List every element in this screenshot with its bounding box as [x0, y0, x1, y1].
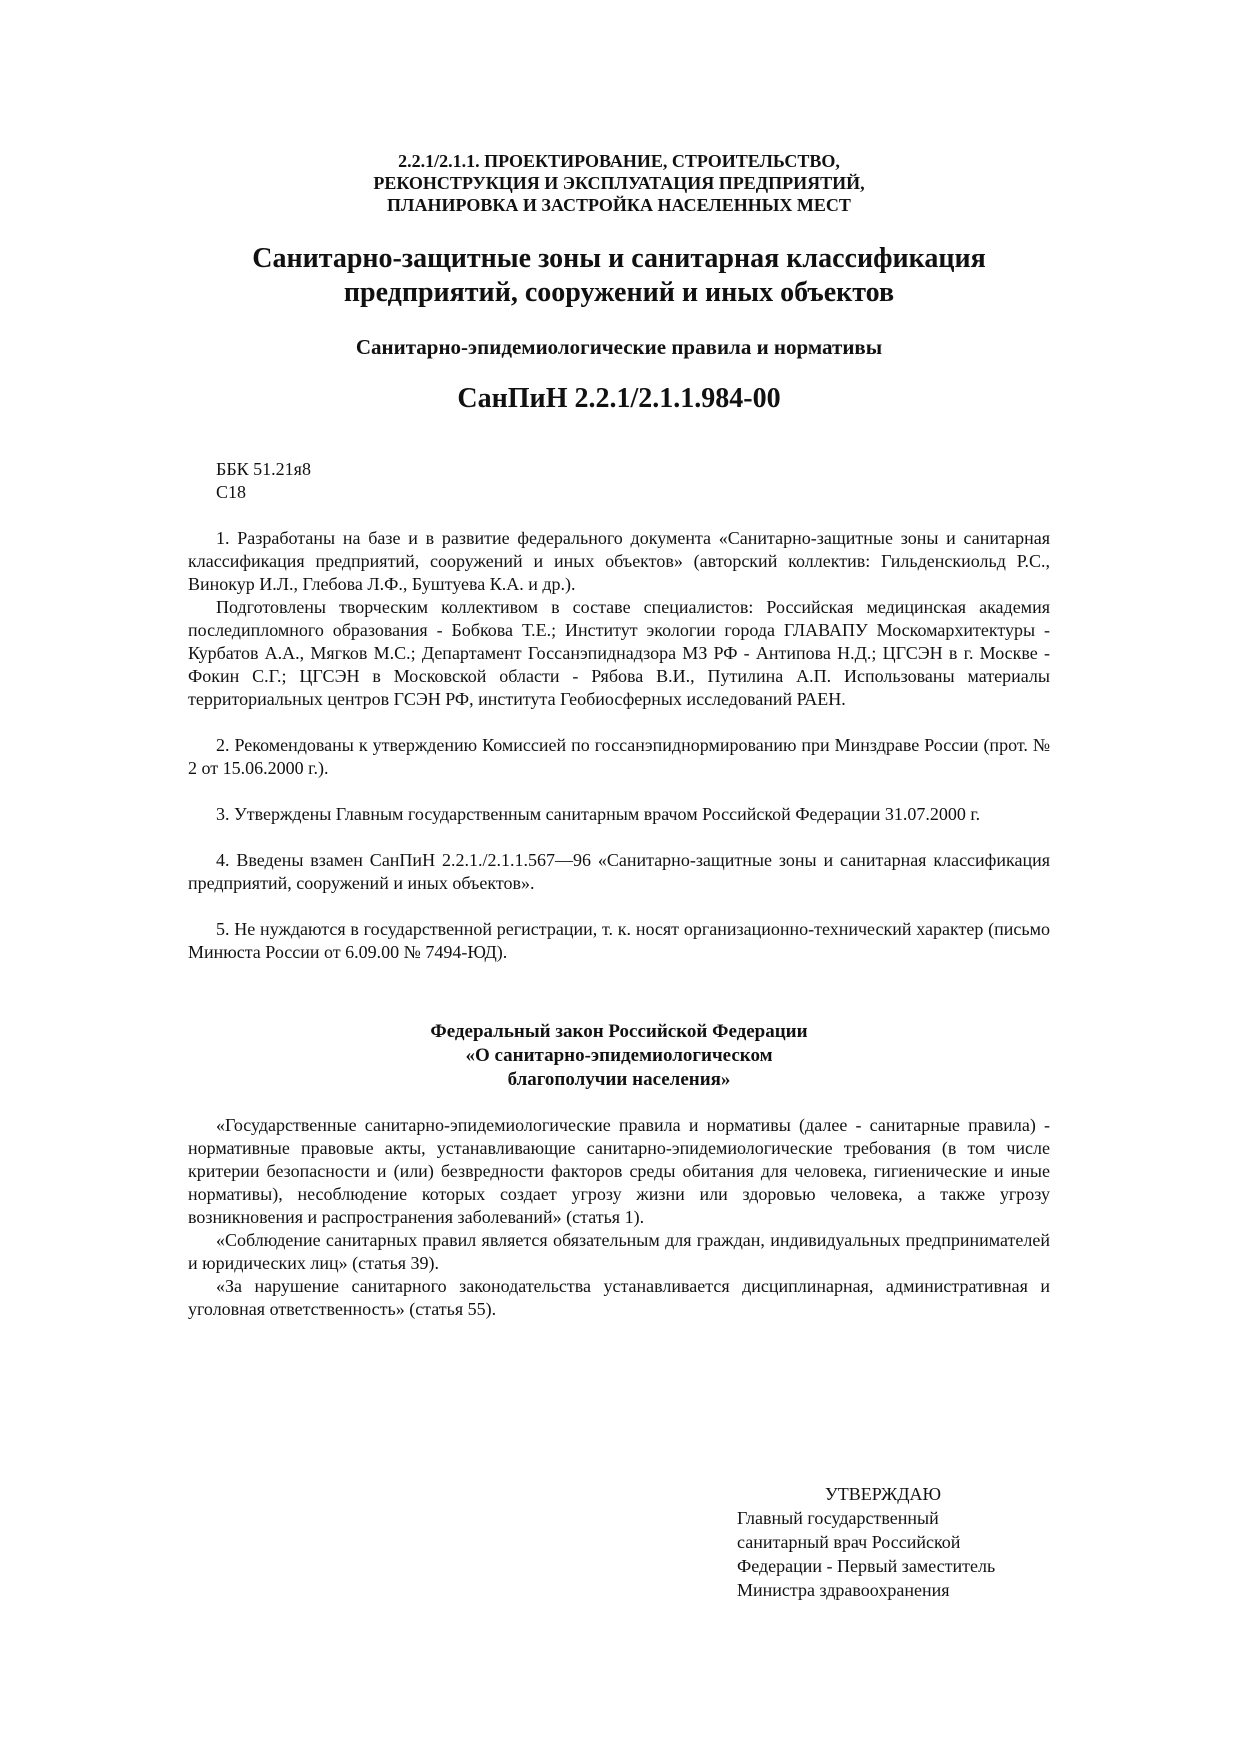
approval-line: Главный государственный	[737, 1508, 939, 1528]
section-heading-line: РЕКОНСТРУКЦИЯ И ЭКСПЛУАТАЦИЯ ПРЕДПРИЯТИЙ,	[373, 173, 865, 193]
law-quote: «За нарушение санитарного законодательства устанавливается дисциплинарная, административная и уголовная ответственность» (статья 55).	[188, 1276, 1050, 1319]
title-line: Санитарно-защитные зоны и санитарная классификация	[252, 243, 986, 274]
law-title-line: «О санитарно-эпидемиологическом	[465, 1045, 773, 1066]
law-quotes	[188, 1114, 1050, 1321]
section-heading	[188, 150, 1050, 216]
law-quote: «Государственные санитарно-эпидемиологические правила и нормативы (далее - санитарные правила) - нормативные правовые акты, устанавливающие санитарно-эпидемиологические требования (в том числе критерии безопасности и (или) безвредности факторов среды обитания для человека, гигиенические и иные нормативы), несоблюдение которых создает угрозу жизни или здоровью человека, а также угрозу возникновения и распространения заболеваний» (статья 1).	[188, 1115, 1050, 1227]
document-title	[188, 242, 1050, 310]
paragraph-2: 2. Рекомендованы к утверждению Комиссией по госсанэпиднормированию при Минздраве России (прот. № 2 от 15.06.2000 г.).	[188, 735, 1050, 778]
section-heading-line: ПЛАНИРОВКА И ЗАСТРОЙКА НАСЕЛЕННЫХ МЕСТ	[387, 195, 851, 215]
law-title-line: благополучии населения»	[507, 1069, 731, 1090]
federal-law-heading	[188, 1020, 1050, 1092]
approval-line: Министра здравоохранения	[737, 1580, 950, 1600]
document-code: СанПиН 2.2.1/2.1.1.984-00	[457, 383, 781, 414]
bbk-block	[216, 458, 1050, 504]
section-heading-line: 2.2.1/2.1.1. ПРОЕКТИРОВАНИЕ, СТРОИТЕЛЬСТВО,	[398, 151, 840, 171]
approval-line: санитарный врач Российской	[737, 1532, 961, 1552]
title-line: предприятий, сооружений и иных объектов	[343, 277, 895, 308]
paragraph-4: 4. Введены взамен СанПиН 2.2.1./2.1.1.567—96 «Санитарно-защитные зоны и санитарная классификация предприятий, сооружений и иных объектов».	[188, 850, 1050, 893]
approval-heading: УТВЕРЖДАЮ	[825, 1484, 942, 1504]
paragraph-1-authors: Подготовлены творческим коллективом в составе специалистов: Российская медицинская академия последипломного образования - Бобкова Т.Е.; Институт экологии города ГЛАВАПУ Москомархитектуры - Курбатов А.А., Мягков М.С.; Департамент Госсанэпиднадзора МЗ РФ - Антипова Н.Д.; ЦГСЭН в г. Москве - Фокин С.Г.; ЦГСЭН в Московской области - Рябова В.И., Путилина А.П. Использованы материалы территориальных центров ГСЭН РФ, института Геобиосферных исследований РАЕН.	[188, 597, 1050, 709]
paragraph-5: 5. Не нуждаются в государственной регистрации, т. к. носят организационно-технический характер (письмо Минюста России от 6.09.00 № 7494-ЮД).	[188, 919, 1050, 962]
paragraph-1: 1. Разработаны на базе и в развитие федерального документа «Санитарно-защитные зоны и санитарная классификация предприятий, сооружений и иных объектов» (авторский коллектив: Гильденскиольд Р.С., Винокур И.Л., Глебова Л.Ф., Буштуева К.А. и др.).	[188, 528, 1050, 594]
law-title-line: Федеральный закон Российской Федерации	[430, 1021, 808, 1042]
approval-line: Федерации - Первый заместитель	[737, 1556, 996, 1576]
document-subtitle: Санитарно-эпидемиологические правила и нормативы	[355, 335, 883, 359]
law-quote: «Соблюдение санитарных правил является обязательным для граждан, индивидуальных предпринимателей и юридических лиц» (статья 39).	[188, 1230, 1050, 1273]
document-page	[188, 150, 1050, 1321]
bbk-index: ББК 51.21я8	[216, 459, 311, 479]
approval-block	[737, 1482, 995, 1602]
paragraph-3: 3. Утверждены Главным государственным санитарным врачом Российской Федерации 31.07.2000 г.	[216, 804, 981, 824]
author-mark: С18	[216, 482, 247, 502]
